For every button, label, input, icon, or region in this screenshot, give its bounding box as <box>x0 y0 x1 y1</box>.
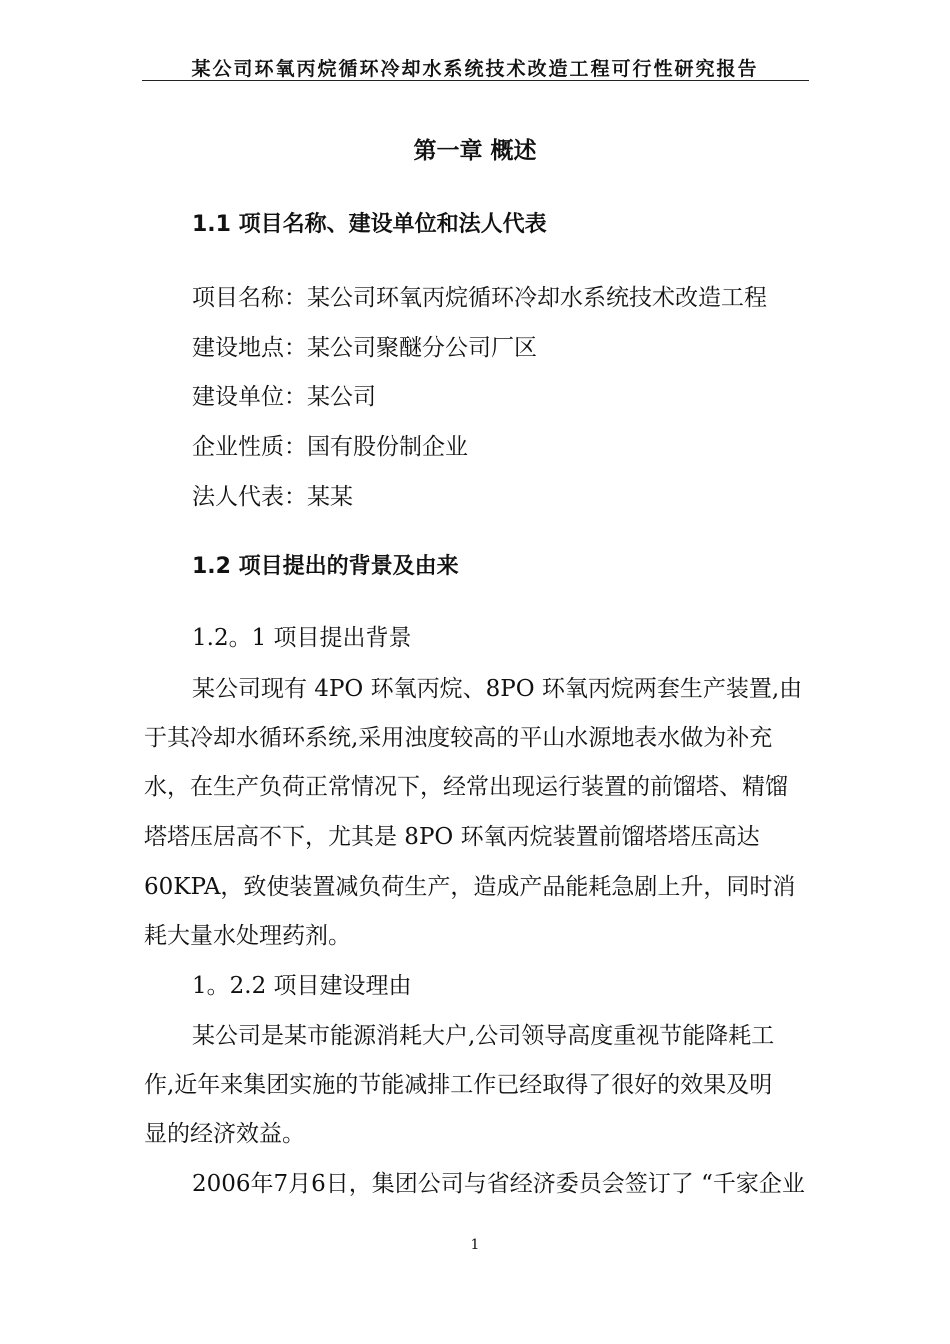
paragraph-line: 某公司现有 4PO 环氧丙烷、8PO 环氧丙烷两套生产装置,由 <box>192 676 803 702</box>
paragraph-line: 60KPA，致使装置减负荷生产，造成产品能耗急剧上升，同时消 <box>144 874 796 900</box>
paragraph-line: 于其冷却水循环系统,采用浊度较高的平山水源地表水做为补充 <box>144 725 773 751</box>
paragraph-line: 2006年7月6日，集团公司与省经济委员会签订了 “千家企业 <box>192 1171 805 1197</box>
header-rule <box>142 80 809 81</box>
running-header: 某公司环氧丙烷循环冷却水系统技术改造工程可行性研究报告 <box>191 58 759 80</box>
section-heading-1-1: 1.1 项目名称、建设单位和法人代表 <box>192 212 547 237</box>
info-line-unit: 建设单位：某公司 <box>192 384 376 410</box>
paragraph-line: 显的经济效益。 <box>144 1121 305 1147</box>
paragraph-line: 耗大量水处理药剂。 <box>144 923 351 949</box>
subsection-heading-1-2-2: 1。2.2 项目建设理由 <box>192 973 412 999</box>
paragraph-line: 某公司是某市能源消耗大户,公司领导高度重视节能降耗工 <box>192 1023 775 1049</box>
chapter-title: 第一章 概述 <box>413 138 537 164</box>
paragraph-line: 作,近年来集团实施的节能减排工作已经取得了很好的效果及明 <box>144 1072 773 1098</box>
section-heading-1-2: 1.2 项目提出的背景及由来 <box>192 554 459 579</box>
info-line-location: 建设地点：某公司聚醚分公司厂区 <box>192 335 537 361</box>
info-line-nature: 企业性质：国有股份制企业 <box>192 434 468 460</box>
paragraph-line: 水，在生产负荷正常情况下，经常出现运行装置的前馏塔、精馏 <box>144 774 788 800</box>
page-number: 1 <box>470 1237 480 1253</box>
paragraph-line: 塔塔压居高不下，尤其是 8PO 环氧丙烷装置前馏塔塔压高达 <box>144 824 760 850</box>
info-line-legal-rep: 法人代表：某某 <box>192 484 353 510</box>
subsection-heading-1-2-1: 1.2。1 项目提出背景 <box>192 625 412 651</box>
info-line-project-name: 项目名称：某公司环氧丙烷循环冷却水系统技术改造工程 <box>192 285 767 311</box>
